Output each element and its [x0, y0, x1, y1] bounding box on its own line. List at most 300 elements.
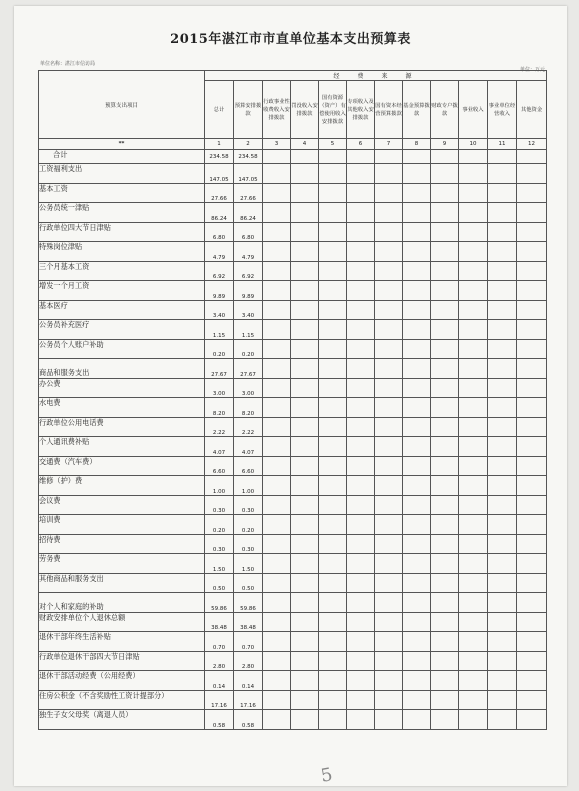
- header-col: 事业收入: [459, 81, 488, 139]
- index-number: 8: [403, 139, 431, 150]
- empty-cell: [403, 573, 431, 593]
- empty-cell: [459, 476, 488, 496]
- empty-cell: [488, 632, 517, 652]
- empty-cell: [488, 456, 517, 476]
- total-label: 合计: [39, 150, 205, 164]
- empty-cell: [347, 495, 375, 515]
- empty-cell: [517, 573, 547, 593]
- document-page: [14, 6, 567, 786]
- row-total-value: 6.60: [205, 456, 234, 476]
- empty-cell: [488, 261, 517, 281]
- row-budget-value: 8.20: [234, 398, 263, 418]
- row-label: 其他商品和服务支出: [39, 573, 205, 593]
- row-budget-value: 0.30: [234, 534, 263, 554]
- empty-cell: [459, 398, 488, 418]
- empty-cell: [347, 651, 375, 671]
- row-total-value: 1.00: [205, 476, 234, 496]
- empty-cell: [263, 203, 291, 223]
- empty-cell: [403, 417, 431, 437]
- empty-cell: [517, 437, 547, 457]
- empty-cell: [347, 593, 375, 613]
- row-label: 工资福利支出: [39, 164, 205, 184]
- empty-cell: [375, 378, 403, 398]
- empty-cell: [263, 651, 291, 671]
- row-total-value: 2.80: [205, 651, 234, 671]
- empty-cell: [431, 320, 459, 340]
- table-row: [39, 437, 547, 457]
- empty-cell: [347, 417, 375, 437]
- empty-cell: [431, 515, 459, 535]
- row-label: 水电费: [39, 398, 205, 418]
- empty-cell: [319, 378, 347, 398]
- empty-cell: [263, 261, 291, 281]
- empty-cell: [403, 495, 431, 515]
- empty-cell: [319, 300, 347, 320]
- empty-cell: [403, 281, 431, 301]
- empty-cell: [403, 378, 431, 398]
- empty-cell: [347, 671, 375, 691]
- empty-cell: [291, 222, 319, 242]
- empty-cell: [431, 164, 459, 184]
- table-row: [39, 456, 547, 476]
- row-total-value: 27.67: [205, 359, 234, 379]
- empty-cell: [431, 573, 459, 593]
- table-row: [39, 164, 547, 184]
- table-row: [39, 534, 547, 554]
- empty-cell: [375, 593, 403, 613]
- table-row: [39, 320, 547, 340]
- empty-cell: [263, 437, 291, 457]
- empty-cell: [431, 150, 459, 164]
- empty-cell: [459, 183, 488, 203]
- empty-cell: [319, 456, 347, 476]
- row-budget-value: 3.40: [234, 300, 263, 320]
- empty-cell: [375, 242, 403, 262]
- empty-cell: [319, 554, 347, 574]
- empty-cell: [347, 261, 375, 281]
- empty-cell: [403, 476, 431, 496]
- row-budget-value: 4.79: [234, 242, 263, 262]
- row-total-value: 0.58: [205, 710, 234, 730]
- empty-cell: [291, 378, 319, 398]
- empty-cell: [488, 242, 517, 262]
- empty-cell: [403, 593, 431, 613]
- empty-cell: [431, 456, 459, 476]
- empty-cell: [263, 222, 291, 242]
- empty-cell: [431, 476, 459, 496]
- empty-cell: [291, 710, 319, 730]
- index-number: 11: [488, 139, 517, 150]
- header-funding-source: 经 费 来 源: [205, 71, 547, 81]
- row-total-value: 3.40: [205, 300, 234, 320]
- empty-cell: [431, 222, 459, 242]
- empty-cell: [291, 261, 319, 281]
- empty-cell: [319, 242, 347, 262]
- empty-cell: [488, 515, 517, 535]
- empty-cell: [291, 150, 319, 164]
- row-budget-value: 3.00: [234, 378, 263, 398]
- table-row: [39, 573, 547, 593]
- row-label: 劳务费: [39, 554, 205, 574]
- row-label: 公务员补充医疗: [39, 320, 205, 340]
- empty-cell: [291, 515, 319, 535]
- table-row: [39, 593, 547, 613]
- empty-cell: [375, 495, 403, 515]
- empty-cell: [459, 456, 488, 476]
- unit-name-label: 单位名称：湛江市信访局: [40, 61, 96, 67]
- empty-cell: [517, 515, 547, 535]
- row-budget-value: 9.89: [234, 281, 263, 301]
- empty-cell: [488, 476, 517, 496]
- row-total-value: 9.89: [205, 281, 234, 301]
- empty-cell: [517, 242, 547, 262]
- empty-cell: [347, 554, 375, 574]
- row-budget-value: 0.58: [234, 710, 263, 730]
- empty-cell: [291, 300, 319, 320]
- empty-cell: [375, 476, 403, 496]
- empty-cell: [319, 164, 347, 184]
- empty-cell: [517, 690, 547, 710]
- empty-cell: [291, 203, 319, 223]
- empty-cell: [291, 476, 319, 496]
- row-budget-value: 17.16: [234, 690, 263, 710]
- empty-cell: [347, 612, 375, 632]
- table-row: [39, 417, 547, 437]
- row-label: 增发一个月工资: [39, 281, 205, 301]
- empty-cell: [459, 651, 488, 671]
- empty-cell: [263, 150, 291, 164]
- empty-cell: [459, 554, 488, 574]
- empty-cell: [263, 593, 291, 613]
- row-label: 特殊岗位津贴: [39, 242, 205, 262]
- row-label: 对个人和家庭的补助: [39, 593, 205, 613]
- empty-cell: [319, 339, 347, 359]
- empty-cell: [431, 378, 459, 398]
- index-number: 1: [205, 139, 234, 150]
- empty-cell: [291, 339, 319, 359]
- index-number: 2: [234, 139, 263, 150]
- row-label: 商品和服务支出: [39, 359, 205, 379]
- row-label: 行政单位退休干部四大节日津贴: [39, 651, 205, 671]
- empty-cell: [517, 300, 547, 320]
- header-col: 行政事业性收费收入安排拨款: [263, 81, 291, 139]
- empty-cell: [319, 495, 347, 515]
- row-label: 招待费: [39, 534, 205, 554]
- empty-cell: [375, 632, 403, 652]
- empty-cell: [375, 437, 403, 457]
- empty-cell: [517, 339, 547, 359]
- empty-cell: [375, 203, 403, 223]
- empty-cell: [319, 320, 347, 340]
- empty-cell: [347, 222, 375, 242]
- empty-cell: [375, 690, 403, 710]
- empty-cell: [517, 261, 547, 281]
- empty-cell: [319, 222, 347, 242]
- empty-cell: [319, 359, 347, 379]
- row-total-value: 6.80: [205, 222, 234, 242]
- empty-cell: [431, 612, 459, 632]
- empty-cell: [431, 203, 459, 223]
- empty-cell: [517, 398, 547, 418]
- empty-cell: [291, 651, 319, 671]
- row-label: 行政单位四大节日津贴: [39, 222, 205, 242]
- row-label: 培训费: [39, 515, 205, 535]
- empty-cell: [431, 359, 459, 379]
- empty-cell: [263, 573, 291, 593]
- row-total-value: 0.30: [205, 534, 234, 554]
- empty-cell: [375, 359, 403, 379]
- table-row: [39, 398, 547, 418]
- index-row: [39, 139, 547, 150]
- empty-cell: [431, 398, 459, 418]
- empty-cell: [459, 593, 488, 613]
- empty-cell: [488, 398, 517, 418]
- empty-cell: [431, 632, 459, 652]
- row-label: 会议费: [39, 495, 205, 515]
- empty-cell: [431, 495, 459, 515]
- empty-cell: [375, 417, 403, 437]
- row-total-value: 0.30: [205, 495, 234, 515]
- row-label: 行政单位公用电话费: [39, 417, 205, 437]
- empty-cell: [347, 476, 375, 496]
- empty-cell: [291, 573, 319, 593]
- empty-cell: [375, 456, 403, 476]
- empty-cell: [375, 554, 403, 574]
- empty-cell: [488, 671, 517, 691]
- empty-cell: [517, 320, 547, 340]
- index-number: 12: [517, 139, 547, 150]
- empty-cell: [319, 417, 347, 437]
- empty-cell: [459, 378, 488, 398]
- empty-cell: [431, 417, 459, 437]
- empty-cell: [375, 398, 403, 418]
- index-number: 6: [347, 139, 375, 150]
- empty-cell: [517, 495, 547, 515]
- row-budget-value: 147.05: [234, 164, 263, 184]
- empty-cell: [431, 671, 459, 691]
- empty-cell: [403, 612, 431, 632]
- empty-cell: [517, 281, 547, 301]
- empty-cell: [459, 359, 488, 379]
- index-number: 7: [375, 139, 403, 150]
- empty-cell: [517, 456, 547, 476]
- budget-table: [38, 70, 547, 730]
- table-row: [39, 651, 547, 671]
- table-row: [39, 554, 547, 574]
- empty-cell: [459, 612, 488, 632]
- empty-cell: [488, 612, 517, 632]
- empty-cell: [291, 554, 319, 574]
- table-row: [39, 222, 547, 242]
- table-row: [39, 300, 547, 320]
- empty-cell: [517, 554, 547, 574]
- empty-cell: [375, 710, 403, 730]
- empty-cell: [517, 671, 547, 691]
- empty-cell: [291, 398, 319, 418]
- empty-cell: [403, 359, 431, 379]
- table-row: [39, 203, 547, 223]
- row-budget-value: 6.60: [234, 456, 263, 476]
- header-col: 财政专户拨款: [431, 81, 459, 139]
- empty-cell: [403, 398, 431, 418]
- empty-cell: [459, 710, 488, 730]
- empty-cell: [431, 690, 459, 710]
- table-row: [39, 183, 547, 203]
- empty-cell: [319, 476, 347, 496]
- empty-cell: [459, 150, 488, 164]
- empty-cell: [488, 359, 517, 379]
- empty-cell: [347, 534, 375, 554]
- row-budget-value: 2.22: [234, 417, 263, 437]
- empty-cell: [488, 534, 517, 554]
- header-col: 国有资源（资产）有偿使用收入安排拨款: [319, 81, 347, 139]
- empty-cell: [375, 150, 403, 164]
- row-total-value: 1.50: [205, 554, 234, 574]
- row-total-value: 38.48: [205, 612, 234, 632]
- row-budget-value: 0.14: [234, 671, 263, 691]
- row-total-value: 17.16: [205, 690, 234, 710]
- empty-cell: [517, 359, 547, 379]
- empty-cell: [291, 417, 319, 437]
- empty-cell: [347, 690, 375, 710]
- total-value: 234.58: [205, 150, 234, 164]
- empty-cell: [431, 300, 459, 320]
- currency-unit-label: 单位：万元: [519, 67, 545, 73]
- empty-cell: [375, 671, 403, 691]
- empty-cell: [488, 281, 517, 301]
- table-row: [39, 710, 547, 730]
- empty-cell: [319, 534, 347, 554]
- empty-cell: [488, 651, 517, 671]
- empty-cell: [431, 554, 459, 574]
- index-number: 9: [431, 139, 459, 150]
- header-col: 基金预算拨款: [403, 81, 431, 139]
- empty-cell: [347, 710, 375, 730]
- empty-cell: [517, 378, 547, 398]
- index-number: 10: [459, 139, 488, 150]
- empty-cell: [403, 261, 431, 281]
- empty-cell: [403, 515, 431, 535]
- empty-cell: [291, 456, 319, 476]
- table-row: [39, 612, 547, 632]
- table-row: [39, 632, 547, 652]
- empty-cell: [431, 710, 459, 730]
- row-label: 财政安排单位个人退休总额: [39, 612, 205, 632]
- empty-cell: [488, 164, 517, 184]
- empty-cell: [459, 281, 488, 301]
- header-col: 其他资金: [517, 81, 547, 139]
- empty-cell: [263, 281, 291, 301]
- row-budget-value: 27.67: [234, 359, 263, 379]
- empty-cell: [375, 281, 403, 301]
- total-budget-value: 234.58: [234, 150, 263, 164]
- empty-cell: [375, 339, 403, 359]
- empty-cell: [347, 320, 375, 340]
- empty-cell: [319, 515, 347, 535]
- empty-cell: [263, 456, 291, 476]
- empty-cell: [488, 690, 517, 710]
- row-budget-value: 0.30: [234, 495, 263, 515]
- empty-cell: [403, 164, 431, 184]
- empty-cell: [431, 593, 459, 613]
- row-label: 公务员个人账户补助: [39, 339, 205, 359]
- empty-cell: [291, 690, 319, 710]
- empty-cell: [347, 632, 375, 652]
- empty-cell: [291, 612, 319, 632]
- empty-cell: [459, 320, 488, 340]
- empty-cell: [459, 242, 488, 262]
- row-total-value: 1.15: [205, 320, 234, 340]
- row-total-value: 4.07: [205, 437, 234, 457]
- empty-cell: [263, 690, 291, 710]
- header-col: 总计: [205, 81, 234, 139]
- empty-cell: [375, 651, 403, 671]
- document-title: 2015年湛江市市直单位基本支出预算表: [170, 32, 411, 47]
- empty-cell: [347, 378, 375, 398]
- empty-cell: [263, 300, 291, 320]
- empty-cell: [375, 612, 403, 632]
- empty-cell: [319, 710, 347, 730]
- empty-cell: [517, 417, 547, 437]
- total-row: [39, 150, 547, 164]
- row-budget-value: 27.66: [234, 183, 263, 203]
- empty-cell: [431, 534, 459, 554]
- header-col: 国有资本经营预算拨款: [375, 81, 403, 139]
- empty-cell: [431, 281, 459, 301]
- empty-cell: [517, 593, 547, 613]
- empty-cell: [347, 456, 375, 476]
- empty-cell: [431, 242, 459, 262]
- empty-cell: [488, 573, 517, 593]
- empty-cell: [263, 612, 291, 632]
- empty-cell: [459, 690, 488, 710]
- empty-cell: [403, 150, 431, 164]
- empty-cell: [263, 632, 291, 652]
- row-label: 公务员统一津贴: [39, 203, 205, 223]
- empty-cell: [403, 242, 431, 262]
- empty-cell: [263, 320, 291, 340]
- index-star: **: [39, 139, 205, 150]
- empty-cell: [347, 437, 375, 457]
- table-row: [39, 495, 547, 515]
- row-total-value: 0.20: [205, 515, 234, 535]
- index-number: 4: [291, 139, 319, 150]
- empty-cell: [347, 359, 375, 379]
- row-total-value: 4.79: [205, 242, 234, 262]
- empty-cell: [517, 651, 547, 671]
- row-budget-value: 0.20: [234, 515, 263, 535]
- empty-cell: [517, 534, 547, 554]
- header-col: 事业单位经营收入: [488, 81, 517, 139]
- row-total-value: 8.20: [205, 398, 234, 418]
- empty-cell: [403, 554, 431, 574]
- empty-cell: [291, 671, 319, 691]
- empty-cell: [517, 183, 547, 203]
- empty-cell: [459, 222, 488, 242]
- empty-cell: [347, 150, 375, 164]
- table-row: [39, 378, 547, 398]
- empty-cell: [403, 203, 431, 223]
- empty-cell: [375, 515, 403, 535]
- empty-cell: [517, 632, 547, 652]
- row-total-value: 0.70: [205, 632, 234, 652]
- header-col: 预算安排拨款: [234, 81, 263, 139]
- empty-cell: [488, 710, 517, 730]
- header-col: 罚没收入安排拨款: [291, 81, 319, 139]
- empty-cell: [263, 359, 291, 379]
- empty-cell: [375, 300, 403, 320]
- empty-cell: [347, 515, 375, 535]
